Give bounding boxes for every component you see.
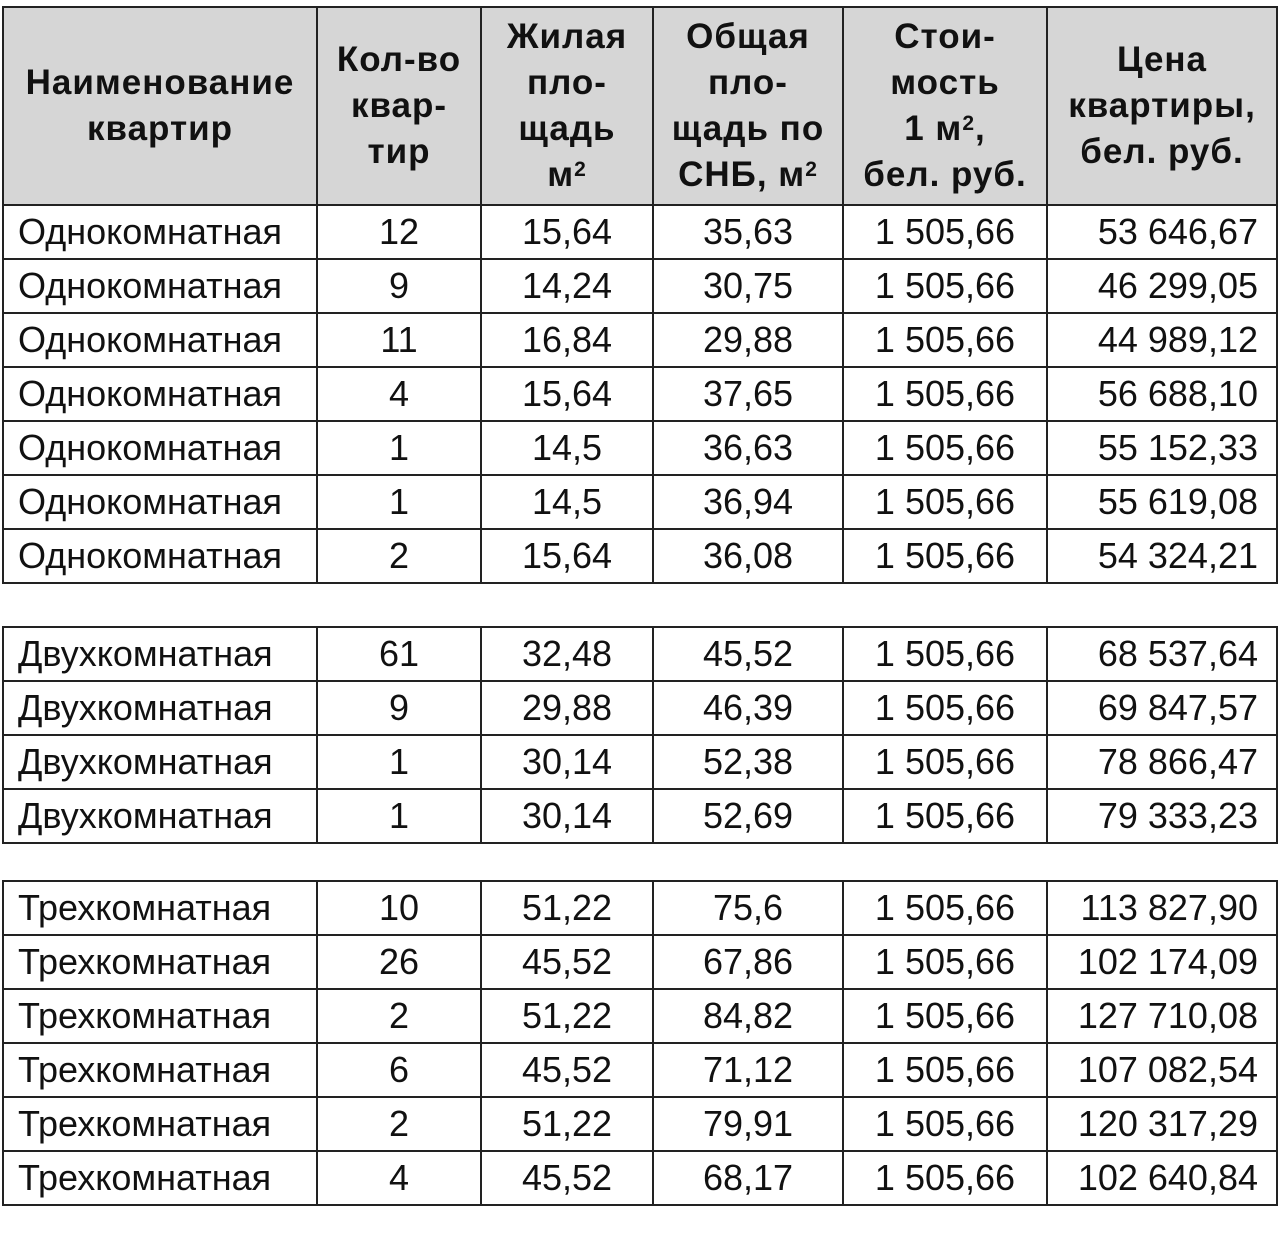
apartment-price-cell: 120 317,29 xyxy=(1047,1097,1277,1151)
total-area-cell: 52,38 xyxy=(653,735,843,789)
apartment-type-cell: Однокомнатная xyxy=(3,259,317,313)
header-price-line1: Цена xyxy=(1116,40,1208,79)
apartment-type-cell: Трехкомнатная xyxy=(3,1151,317,1205)
apartment-count-cell: 1 xyxy=(317,789,481,843)
living-area-cell: 14,5 xyxy=(481,475,653,529)
table-row xyxy=(3,367,1277,421)
cost-per-m2-cell: 1 505,66 xyxy=(843,627,1047,681)
apartment-count-cell: 4 xyxy=(317,1151,481,1205)
header-cost-unit: 1 м xyxy=(904,109,963,148)
header-cost-comma: , xyxy=(975,109,986,148)
apartment-price-cell: 68 537,64 xyxy=(1047,627,1277,681)
apartment-type-cell: Однокомнатная xyxy=(3,205,317,259)
living-area-cell: 51,22 xyxy=(481,1097,653,1151)
apartment-count-cell: 2 xyxy=(317,989,481,1043)
living-area-cell: 30,14 xyxy=(481,735,653,789)
cost-per-m2-cell: 1 505,66 xyxy=(843,421,1047,475)
cost-per-m2-cell: 1 505,66 xyxy=(843,205,1047,259)
living-area-cell: 30,14 xyxy=(481,789,653,843)
living-area-cell: 15,64 xyxy=(481,367,653,421)
apartment-count-cell: 6 xyxy=(317,1043,481,1097)
total-area-cell: 68,17 xyxy=(653,1151,843,1205)
apartment-type-cell: Двухкомнатная xyxy=(3,735,317,789)
apartment-type-cell: Двухкомнатная xyxy=(3,627,317,681)
cost-per-m2-cell: 1 505,66 xyxy=(843,475,1047,529)
living-area-cell: 51,22 xyxy=(481,881,653,935)
table-row xyxy=(3,989,1277,1043)
apartment-price-cell: 44 989,12 xyxy=(1047,313,1277,367)
header-row xyxy=(3,7,1277,205)
total-area-cell: 46,39 xyxy=(653,681,843,735)
total-area-cell: 36,94 xyxy=(653,475,843,529)
apartment-count-cell: 9 xyxy=(317,259,481,313)
header-cost-line4: бел. руб. xyxy=(863,155,1027,194)
header-total-line3: щадь по xyxy=(671,109,825,148)
table-row xyxy=(3,1097,1277,1151)
apartment-price-cell: 127 710,08 xyxy=(1047,989,1277,1043)
apartment-type-cell: Трехкомнатная xyxy=(3,881,317,935)
table-row xyxy=(3,735,1277,789)
table-row xyxy=(3,475,1277,529)
header-price xyxy=(1047,7,1277,205)
apartment-count-cell: 1 xyxy=(317,475,481,529)
apartment-count-cell: 1 xyxy=(317,735,481,789)
apartment-type-cell: Однокомнатная xyxy=(3,313,317,367)
total-area-cell: 71,12 xyxy=(653,1043,843,1097)
apartment-price-cell: 102 174,09 xyxy=(1047,935,1277,989)
table-one-room xyxy=(2,6,1278,584)
cost-per-m2-cell: 1 505,66 xyxy=(843,313,1047,367)
apartment-type-cell: Однокомнатная xyxy=(3,529,317,583)
header-living-unit: м xyxy=(547,155,575,194)
header-total-sup: 2 xyxy=(805,158,818,181)
apartment-price-cell: 53 646,67 xyxy=(1047,205,1277,259)
total-area-cell: 79,91 xyxy=(653,1097,843,1151)
living-area-cell: 16,84 xyxy=(481,313,653,367)
header-living-sup: 2 xyxy=(574,158,587,181)
apartment-price-cell: 113 827,90 xyxy=(1047,881,1277,935)
header-total-unit: СНБ, м xyxy=(678,155,806,194)
header-total-line1: Общая xyxy=(686,17,810,56)
header-total-area xyxy=(653,7,843,205)
header-total-line2: пло- xyxy=(708,63,788,102)
apartment-count-cell: 2 xyxy=(317,529,481,583)
table-row xyxy=(3,789,1277,843)
header-cost-line2: мость xyxy=(890,63,1000,102)
living-area-cell: 45,52 xyxy=(481,1043,653,1097)
table-row xyxy=(3,205,1277,259)
apartment-count-cell: 12 xyxy=(317,205,481,259)
cost-per-m2-cell: 1 505,66 xyxy=(843,735,1047,789)
cost-per-m2-cell: 1 505,66 xyxy=(843,989,1047,1043)
total-area-cell: 36,08 xyxy=(653,529,843,583)
cost-per-m2-cell: 1 505,66 xyxy=(843,881,1047,935)
apartment-count-cell: 26 xyxy=(317,935,481,989)
apartment-count-cell: 2 xyxy=(317,1097,481,1151)
apartment-type-cell: Трехкомнатная xyxy=(3,989,317,1043)
total-area-cell: 75,6 xyxy=(653,881,843,935)
total-area-cell: 29,88 xyxy=(653,313,843,367)
living-area-cell: 14,24 xyxy=(481,259,653,313)
apartment-type-cell: Трехкомнатная xyxy=(3,1097,317,1151)
header-price-line3: бел. руб. xyxy=(1080,132,1244,171)
living-area-cell: 51,22 xyxy=(481,989,653,1043)
group-body-one-room xyxy=(3,205,1277,583)
apartment-type-cell: Однокомнатная xyxy=(3,475,317,529)
living-area-cell: 45,52 xyxy=(481,935,653,989)
header-count xyxy=(317,7,481,205)
table-row xyxy=(3,681,1277,735)
apartment-price-cell: 69 847,57 xyxy=(1047,681,1277,735)
apartment-type-cell: Однокомнатная xyxy=(3,367,317,421)
total-area-cell: 36,63 xyxy=(653,421,843,475)
apartment-price-cell: 54 324,21 xyxy=(1047,529,1277,583)
living-area-cell: 15,64 xyxy=(481,529,653,583)
apartment-count-cell: 9 xyxy=(317,681,481,735)
cost-per-m2-cell: 1 505,66 xyxy=(843,935,1047,989)
total-area-cell: 35,63 xyxy=(653,205,843,259)
cost-per-m2-cell: 1 505,66 xyxy=(843,367,1047,421)
cost-per-m2-cell: 1 505,66 xyxy=(843,1097,1047,1151)
apartment-count-cell: 4 xyxy=(317,367,481,421)
apartment-price-cell: 79 333,23 xyxy=(1047,789,1277,843)
apartment-price-cell: 55 619,08 xyxy=(1047,475,1277,529)
apartment-type-cell: Трехкомнатная xyxy=(3,1043,317,1097)
header-name-text: Наименование квартир xyxy=(25,63,295,148)
apartment-type-cell: Трехкомнатная xyxy=(3,935,317,989)
apartment-price-cell: 55 152,33 xyxy=(1047,421,1277,475)
header-total-line4 xyxy=(654,152,842,198)
living-area-cell: 15,64 xyxy=(481,205,653,259)
table-row xyxy=(3,935,1277,989)
apartment-count-cell: 11 xyxy=(317,313,481,367)
group-body-three-room xyxy=(3,881,1277,1205)
total-area-cell: 84,82 xyxy=(653,989,843,1043)
total-area-cell: 30,75 xyxy=(653,259,843,313)
total-area-cell: 67,86 xyxy=(653,935,843,989)
header-cost-line1: Стои- xyxy=(894,17,996,56)
apartment-price-cell: 78 866,47 xyxy=(1047,735,1277,789)
apartment-count-cell: 1 xyxy=(317,421,481,475)
table-row xyxy=(3,881,1277,935)
living-area-cell: 29,88 xyxy=(481,681,653,735)
header-living-area xyxy=(481,7,653,205)
cost-per-m2-cell: 1 505,66 xyxy=(843,259,1047,313)
table-row xyxy=(3,259,1277,313)
table-three-room xyxy=(2,880,1278,1206)
cost-per-m2-cell: 1 505,66 xyxy=(843,1043,1047,1097)
header-cost-sup: 2 xyxy=(962,112,976,135)
header-living-line2: пло- xyxy=(527,63,607,102)
total-area-cell: 37,65 xyxy=(653,367,843,421)
header-name xyxy=(3,7,317,205)
table-two-room xyxy=(2,626,1278,844)
total-area-cell: 45,52 xyxy=(653,627,843,681)
apartment-price-cell: 56 688,10 xyxy=(1047,367,1277,421)
header-living-line4 xyxy=(482,152,652,198)
header-living-line3: щадь xyxy=(518,109,616,148)
apartment-count-cell: 61 xyxy=(317,627,481,681)
apartment-count-cell: 10 xyxy=(317,881,481,935)
header-price-line2: квартиры, xyxy=(1068,86,1256,125)
group-body-two-room xyxy=(3,627,1277,843)
table-row xyxy=(3,1151,1277,1205)
cost-per-m2-cell: 1 505,66 xyxy=(843,789,1047,843)
total-area-cell: 52,69 xyxy=(653,789,843,843)
apartment-price-cell: 46 299,05 xyxy=(1047,259,1277,313)
header-cost-per-m2 xyxy=(843,7,1047,205)
apartment-type-cell: Однокомнатная xyxy=(3,421,317,475)
table-row xyxy=(3,627,1277,681)
cost-per-m2-cell: 1 505,66 xyxy=(843,681,1047,735)
cost-per-m2-cell: 1 505,66 xyxy=(843,529,1047,583)
header-living-line1: Жилая xyxy=(506,17,628,56)
apartment-price-cell: 102 640,84 xyxy=(1047,1151,1277,1205)
living-area-cell: 14,5 xyxy=(481,421,653,475)
table-row xyxy=(3,421,1277,475)
living-area-cell: 32,48 xyxy=(481,627,653,681)
table-row xyxy=(3,529,1277,583)
header-cost-line3 xyxy=(844,106,1046,152)
header-count-line2: квар- xyxy=(350,86,448,125)
table-row xyxy=(3,1043,1277,1097)
header-count-line1: Кол-во xyxy=(336,40,462,79)
table-row xyxy=(3,313,1277,367)
living-area-cell: 45,52 xyxy=(481,1151,653,1205)
apartment-type-cell: Двухкомнатная xyxy=(3,681,317,735)
apartment-price-cell: 107 082,54 xyxy=(1047,1043,1277,1097)
header-count-line3: тир xyxy=(367,132,431,171)
apartment-type-cell: Двухкомнатная xyxy=(3,789,317,843)
cost-per-m2-cell: 1 505,66 xyxy=(843,1151,1047,1205)
